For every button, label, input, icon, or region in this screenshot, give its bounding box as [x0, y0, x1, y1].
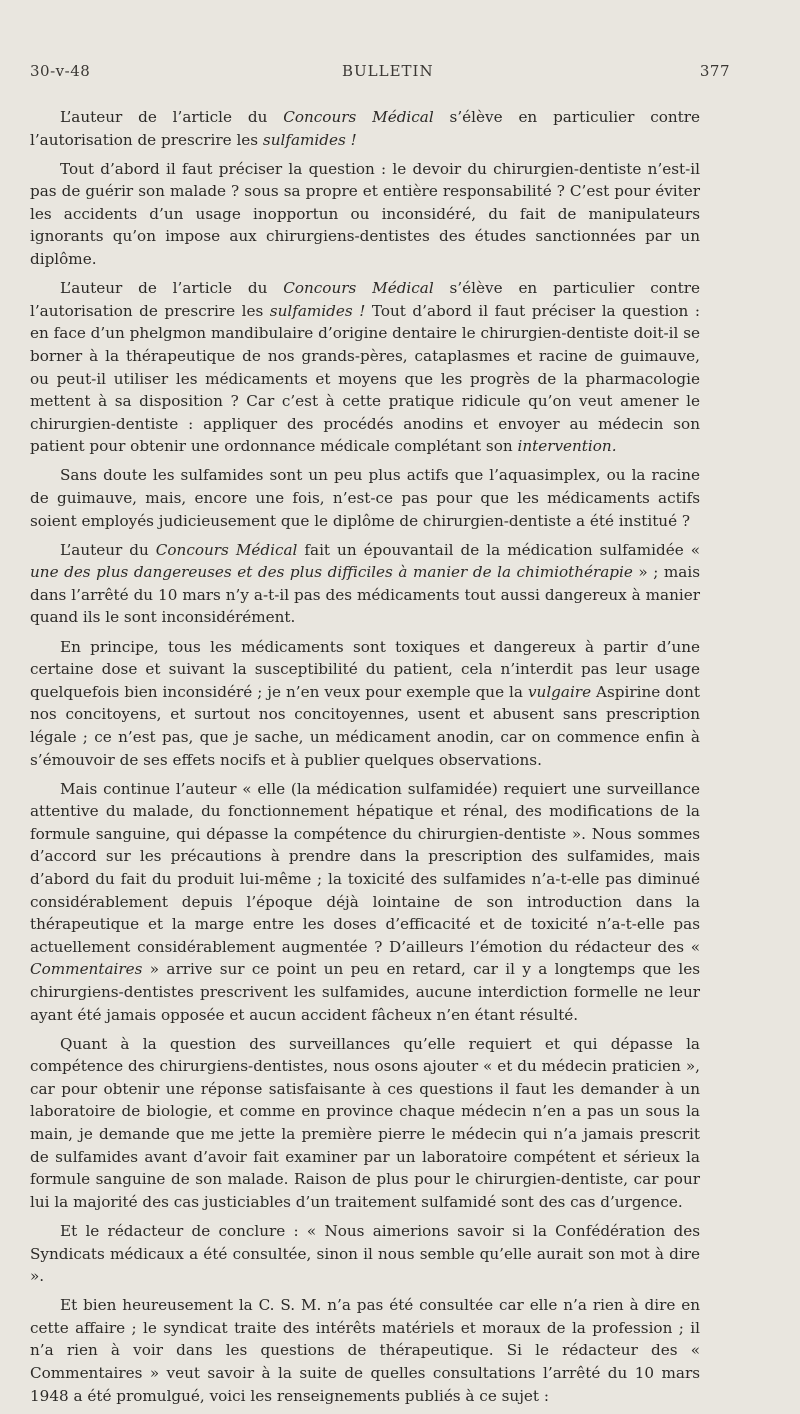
italic-text: Concours Médical	[283, 108, 434, 126]
italic-text: une des plus dangereuses et des plus difficiles à manier de la chimiothérapie	[30, 563, 633, 582]
running-header	[30, 62, 730, 86]
text-run: Aspirine dont nos concitoyens, et surtout nos concitoyennes, usent et abusent sans prescription légale ; ce n’est pas, que je sache, un médicament anodin, car on commence enfin à s’émouvoir de ses effets nocifs et à publier quelques observations.	[30, 682, 700, 769]
text-run: En principe, tous les médicaments sont toxiques et dangereux à partir d’une certaine dose et suivant la susceptibilité du patient, cela n’interdit pas leur usage quelquefois bien inconsidéré ; je n’en veux pour exemple que la	[30, 637, 700, 701]
italic-text: vulgaire	[527, 682, 592, 701]
paragraph	[30, 158, 700, 271]
page-number: 377	[699, 62, 730, 80]
paragraph	[30, 1033, 700, 1214]
paragraph	[30, 277, 700, 458]
article-body	[30, 106, 700, 1414]
text-run: » ; mais dans l’arrêté du 10 mars n’y a-t-il pas des médicaments tout aussi dangereux à manier quand ils le sont inconsidérément.	[30, 563, 700, 627]
text-run: Mais continue l’auteur « elle (la médication sulfamidée) requiert une surveillance attentive du malade, du fonctionnement hépatique et rénal, des modifications de la formule sanguine, qui dépasse la compétence du chirurgien-dentiste ». Nous sommes d’accord sur les précautions à prendre dans la prescription des sulfamides, mais d’abord du fait du produit lui-même ; la toxicité des sulfamides n’a-t-elle pas diminué considérablement depuis l’époque déjà lointaine de son introduction dans la thérapeutique et la marge entre les doses d’efficacité et de toxicité n’a-t-elle pas actuellement considérablement augmentée ? D’ailleurs l’émotion du rédacteur des «	[30, 779, 700, 956]
text-run: Tout d’abord il faut préciser la question : le devoir du chirurgien-dentiste n’est-il pas de guérir son malade ? sous sa propre et entière responsabilité ? C’est pour éviter les accidents d’un usage inopportun ou inconsidéré, du fait de manipulateurs ignorants qu’on impose aux chirurgiens-dentistes des études sanctionnées par un diplôme.	[30, 159, 700, 269]
header-title: BULLETIN	[342, 62, 434, 80]
paragraph	[30, 1294, 700, 1407]
text-run: Tout d’abord il faut préciser la question : en face d’un phelgmon mandibulaire d’origine dentaire le chirurgien-dentiste doit-il se borner à la thérapeutique de nos grands-pères, cataplasmes et racine de guimauve, ou peut-il utiliser les médicaments et moyens que les progrès de la pharmacologie mettent à sa disposition ? Car c’est à cette pratique ridicule qu’on veut amener le chirurgien-dentiste : appliquer des procédés anodins et envoyer au médecin son patient pour obtenir une ordonnance médicale complétant son	[30, 301, 700, 456]
paragraph	[30, 106, 700, 151]
paragraph	[30, 636, 700, 772]
text-run: Et bien heureusement la C. S. M. n’a pas été consultée car elle n’a rien à dire en cette affaire ; le syndicat traite des intérêts matériels et moraux de la profession ; il n’a rien à voir dans les questions de thérapeutique. Si le rédacteur des « Commentaires » veut savoir à la suite de quelles consultations l’arrêté du 10 mars 1948 a été promulgué, voici les renseignements publiés à ce sujet :	[30, 1296, 700, 1405]
italic-text: sulfamides !	[262, 130, 357, 149]
italic-text: Concours Médical	[155, 540, 298, 559]
italic-text: sulfamides !	[269, 301, 366, 320]
header-date: 30-v-48	[30, 62, 91, 80]
text-run: Et le rédacteur de conclure : « Nous aimerions savoir si la Confédération des Syndicats médicaux a été consultée, sinon il nous semble qu’elle aurait son mot à dire ».	[30, 1221, 700, 1286]
text-run: s’élève en particulier contre l’autorisation de prescrire les	[30, 108, 700, 149]
text-run: L’auteur du	[60, 540, 156, 559]
italic-text: Concours Médical	[283, 279, 434, 298]
text-run: L’auteur de l’article du	[60, 108, 284, 126]
text-run: Sans doute les sulfamides sont un peu plus actifs que l’aquasimplex, ou la racine de guimauve, mais, encore une fois, n’est-ce pas pour que les médicaments actifs soient employés judicieusement que le diplôme de chirurgien-dentiste a été institué ?	[30, 466, 700, 530]
paragraph	[30, 1220, 700, 1288]
paragraph	[30, 778, 700, 1027]
paragraph	[30, 539, 700, 629]
text-run: Quant à la question des surveillances qu’elle requiert et qui dépasse la compétence des chirurgiens-dentistes, nous osons ajouter « et du médecin praticien », car pour obtenir une réponse satisfaisante à ces questions il faut les demander à un laboratoire de biologie, et comme en province chaque médecin n’en a pas un sous la main, je demande que me jette la première pierre le médecin qui n’a jamais prescrit de sulfamides avant d’avoir fait examiner par un laboratoire compétent et sérieux la formule sanguine de son malade. Raison de plus pour le chirurgien-dentiste, car pour lui la majorité des cas justiciables d’un traitement sulfamidé sont des cas d’urgence.	[30, 1034, 700, 1211]
paragraph	[30, 464, 700, 532]
italic-text: intervention.	[517, 437, 617, 456]
text-run: » arrive sur ce point un peu en retard, car il y a longtemps que les chirurgiens-dentistes prescrivent les sulfamides, aucune interdiction formelle ne leur ayant été jamais opposée et aucun accident fâcheux n’en étant résulté.	[30, 960, 700, 1024]
italic-text: Commentaires	[30, 960, 143, 979]
text-run: L’auteur de l’article du	[60, 279, 284, 298]
text-run: s’élève en particulier contre l’autorisation de prescrire les	[30, 279, 700, 320]
text-run: fait un épouvantail de la médication sulfamidée «	[297, 540, 701, 559]
